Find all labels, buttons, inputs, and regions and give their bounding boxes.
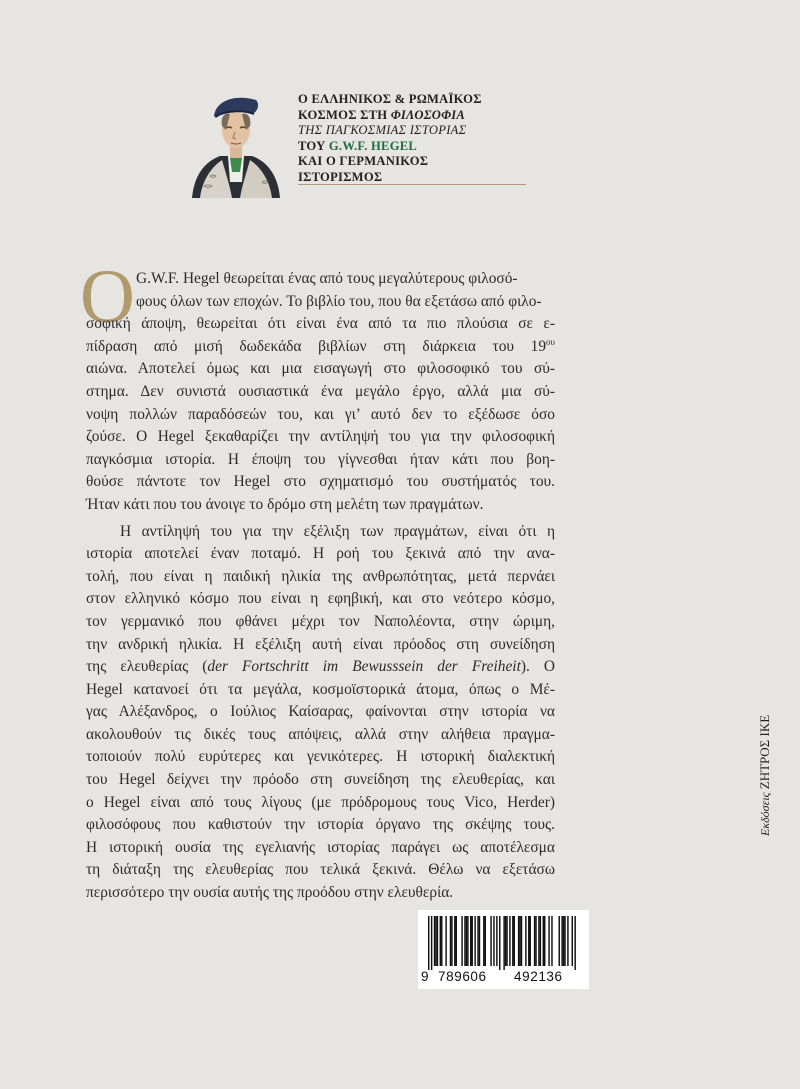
barcode-bars xyxy=(426,916,581,970)
text-line: ακολουθούν τις δικές τους απόψεις, αλλά στην αλήθεια πραγμα- xyxy=(86,725,555,743)
german-phrase: der Fortschritt im Bewusssein der Freiheit xyxy=(207,658,521,676)
barcode-bar xyxy=(466,916,467,966)
text-line: Ήταν κάτι που του άνοιγε το δρόμο στη μελέτη των πραγμάτων. xyxy=(86,495,484,513)
barcode-bar xyxy=(428,916,429,970)
barcode-bar xyxy=(474,916,475,966)
barcode-bar xyxy=(561,916,562,966)
barcode-bar xyxy=(538,916,539,966)
text-line: θούσε πάντοτε τον Hegel στο σχηματισμό του συστήματός του. xyxy=(86,473,555,491)
superscript: ου xyxy=(546,336,555,347)
header xyxy=(186,86,526,198)
barcode-bar xyxy=(477,916,478,966)
barcode-bar xyxy=(499,916,500,970)
text-line xyxy=(86,656,555,679)
barcode-bar xyxy=(534,916,535,966)
hegel-portrait xyxy=(186,86,286,198)
text-line: νοψη πολλών παραδόσεών του, και γι’ αυτό δεν το εξέδωσε όσο xyxy=(86,405,555,423)
barcode-bar xyxy=(485,916,486,966)
text-line: G.W.F. Hegel θεωρείται ένας από τους μεγαλύτερους φιλοσό- xyxy=(136,270,518,287)
text-line: φους όλων των εποχών. Το βιβλίο του, που θα εξετάσω από φιλο- xyxy=(136,292,542,310)
isbn-barcode xyxy=(418,910,589,989)
barcode-bar xyxy=(564,916,565,966)
text-line: τη διάταξη της ελευθερίας που τελικά ξεκινά. Θέλω να εξετάσω xyxy=(86,861,555,879)
text-line-part: της ελευθερίας ( xyxy=(86,658,208,676)
barcode-bar xyxy=(506,916,507,966)
title-line-4 xyxy=(298,139,528,155)
text-line: Η ιστορική ουσία της εγελιανής ιστορίας παράγει ως αποτέλεσμα xyxy=(86,838,555,856)
barcode-bar xyxy=(572,916,573,966)
text-line: ιστορία αποτελεί έναν ποταμό. Η ροή του ξεκινά από την ανα- xyxy=(86,545,555,563)
barcode-bar xyxy=(505,916,506,966)
text-line: τοποιούν πολύ ευρύτερες και γενικότερες. Η ιστορική διαλεκτική xyxy=(86,748,555,766)
text-line: Hegel κατανοεί ότι τα μεγάλα, κοσμοϊστορικά άτομα, όπως ο Μέ- xyxy=(86,680,555,698)
barcode-bar xyxy=(431,916,432,970)
text-line: γας Αλέξανδρος, ο Ιούλιος Καίσαρας, φαίνονται στην ιστορία να xyxy=(86,703,555,721)
drop-cap: Ο xyxy=(80,255,135,339)
title-line-1: Ο ΕΛΛΗΝΙΚΟΣ & ΡΩΜΑΪΚΟΣ xyxy=(298,92,482,106)
title-rule xyxy=(298,184,526,185)
barcode-bar xyxy=(563,916,564,966)
barcode-bar xyxy=(514,916,515,966)
publisher-name: ΖΗΤΡΟΣ ΙΚΕ xyxy=(757,714,772,790)
barcode-bar xyxy=(540,916,541,966)
paragraph-1 xyxy=(86,268,555,517)
title-line-2-b: ΦΙΛΟΣΟΦΙΑ xyxy=(390,107,466,122)
barcode-bar xyxy=(483,916,484,966)
text-line: περισσότερο την ουσία αυτής της προόδου στην ελευθερία. xyxy=(86,884,454,902)
text-line: στημα. Δεν συνιστά ουσιαστικά ένα μεγάλο έργο, αλλά μια σύ- xyxy=(86,382,555,400)
text-line: του Hegel δείχνει την πρόοδο στη συνείδηση της ελευθερίας, και xyxy=(86,771,555,789)
barcode-bar xyxy=(467,916,468,966)
barcode-bar xyxy=(454,916,455,966)
text-line: ο Hegel είναι από τους λίγους (με πρόδρομους τους Vico, Herder) xyxy=(86,793,555,811)
barcode-bar xyxy=(496,916,497,966)
barcode-bar xyxy=(512,916,513,966)
barcode-bar xyxy=(450,916,451,966)
barcode-bar xyxy=(503,916,504,970)
title-line-3: ΤΗΣ ΠΑΓΚΟΣΜΙΑΣ ΙΣΤΟΡΙΑΣ xyxy=(298,123,467,138)
barcode-bar xyxy=(456,916,457,966)
barcode-bar xyxy=(435,916,436,966)
text-line xyxy=(86,336,555,359)
barcode-bar xyxy=(518,916,519,966)
barcode-bar xyxy=(440,916,441,966)
text-line: σοφική άποψη, θεωρείται ότι είναι ένα από τα πιο πλούσια σε ε- xyxy=(86,315,555,333)
barcode-bar xyxy=(521,916,522,966)
publisher-prefix: Εκδόσεις xyxy=(758,792,772,836)
barcode-bar xyxy=(470,916,471,966)
paragraph-2 xyxy=(86,521,555,905)
title-hegel: G.W.F. HEGEL xyxy=(328,138,418,153)
barcode-bar xyxy=(472,916,473,966)
isbn-digit-first: 9 xyxy=(421,969,430,984)
barcode-bar xyxy=(543,916,544,966)
barcode-bar xyxy=(528,916,529,966)
text-line: φιλοσόφους που καθιστούν την ιστορία όργανο της σκέψης τους. xyxy=(86,816,555,834)
text-line-part: πίδραση από μισή δωδεκάδα βιβλίων στη διάρκεια του 19 xyxy=(86,337,547,355)
barcode-bar xyxy=(445,916,446,966)
barcode-bar xyxy=(535,916,536,966)
barcode-bar xyxy=(434,916,435,966)
barcode-bar xyxy=(519,916,520,966)
barcode-bar xyxy=(544,916,545,966)
body-text xyxy=(86,268,555,905)
barcode-bar xyxy=(493,916,494,966)
barcode-bar xyxy=(441,916,442,966)
text-line: την ανδρική ηλικία. Η εξέλιξη αυτή είναι πρόοδος στη συνείδηση xyxy=(86,635,555,653)
title-block xyxy=(298,92,528,186)
isbn-group-2: 492136 xyxy=(514,969,563,984)
barcode-bar xyxy=(461,916,462,966)
barcode-bar xyxy=(548,916,549,966)
title-line-2-a: ΚΟΣΜΟΣ ΣΤΗ xyxy=(298,107,391,122)
text-line: στον ελληνικό κόσμο που είναι η εφηβική, και στο νεότερο κόσμο, xyxy=(86,590,555,608)
text-line: τολή, που είναι η παιδική ηλικία της ανθρωπότητας, μετά περνάει xyxy=(86,567,555,585)
barcode-bar xyxy=(530,916,531,966)
barcode-bar xyxy=(490,916,491,966)
barcode-bar xyxy=(464,916,465,966)
text-line: Η αντίληψή του για την εξέλιξη των πραγμάτων, είναι ότι η xyxy=(120,522,555,540)
isbn-group-1: 789606 xyxy=(438,969,487,984)
barcode-bar xyxy=(509,916,510,966)
barcode-bar xyxy=(559,916,560,966)
text-line: τον γερμανικό που φθάνει μέχρι τον Ναπολέοντα, στην ώριμη, xyxy=(86,612,555,630)
barcode-bar xyxy=(479,916,480,966)
publisher-imprint xyxy=(757,676,777,836)
barcode-bar xyxy=(551,916,552,966)
title-line-5: ΚΑΙ Ο ΓΕΡΜΑΝΙΚΟΣ xyxy=(298,154,429,169)
text-line: ζούσε. Ο Hegel ξεκαθαρίζει την αντίληψή του για την φιλοσοφική xyxy=(86,428,555,446)
title-line-2 xyxy=(298,108,528,124)
barcode-bar xyxy=(574,916,575,970)
text-line-part: ). Ο xyxy=(520,658,555,676)
text-line: παγκόσμια ιστορία. Η έποψη του γίγνεσθαι ήταν κάτι που βοη- xyxy=(86,450,555,468)
text-line: αιώνα. Αποτελεί όμως και μια εισαγωγή στο φιλοσοφικό του σύ- xyxy=(86,360,555,378)
barcode-bar xyxy=(437,916,438,966)
title-line-4-a: ΤΟΥ xyxy=(298,138,329,153)
barcode-bar xyxy=(525,916,526,966)
barcode-bar xyxy=(451,916,452,966)
title-line-6: ΙΣΤΟΡΙΣΜΟΣ xyxy=(298,169,383,184)
barcode-bar xyxy=(567,916,568,966)
